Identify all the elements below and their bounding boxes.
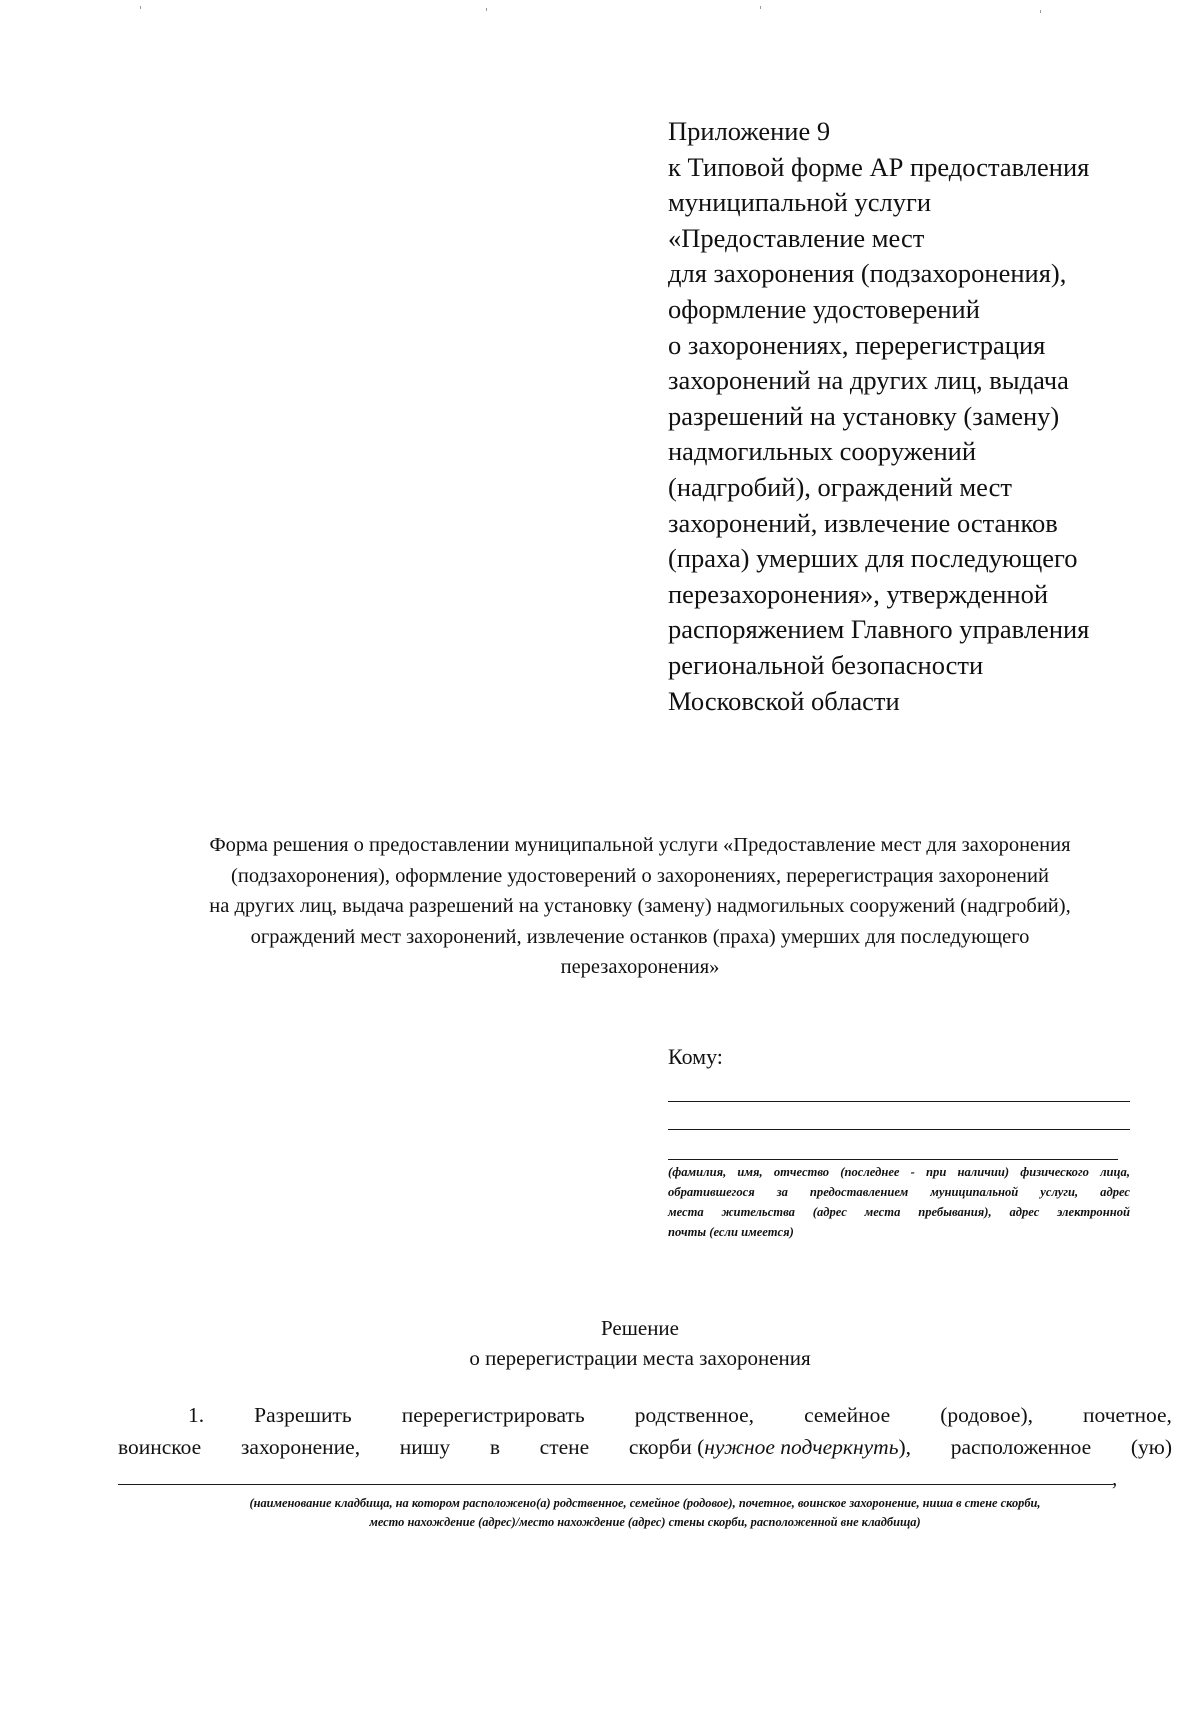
paragraph-word: захоронение, (240, 1435, 361, 1459)
recipient-label: Кому: (668, 1044, 723, 1069)
underline-instruction: нужное подчеркнуть (704, 1435, 899, 1459)
paragraph-word: семейное (804, 1403, 891, 1427)
paragraph-word: скорби ( (628, 1435, 705, 1459)
appendix-line: надмогильных сооружений (668, 436, 976, 467)
form-title (100, 830, 1180, 983)
appendix-line: муниципальной услуги (668, 187, 932, 218)
paragraph-word: стене (539, 1435, 590, 1459)
appendix-line: (надгробий), ограждений мест (668, 471, 1012, 502)
appendix-line: для захоронения (подзахоронения), (668, 258, 1067, 289)
recipient-hint-line: почты (если имеется) (668, 1225, 794, 1239)
paragraph-word: расположенное (950, 1435, 1092, 1459)
form-title-line: Форма решения о предоставлении муниципальной услуги «Предоставление мест для захоронения (209, 834, 1071, 856)
decision-title: Решение (600, 1316, 679, 1340)
paragraph-word: Разрешить (254, 1403, 352, 1427)
paragraph-row (118, 1431, 1172, 1463)
recipient-fill-line[interactable] (668, 1129, 1130, 1130)
appendix-line: Приложение 9 (668, 116, 831, 146)
recipient-hint-line: места жительства (адрес места пребывания), адрес электронной (668, 1205, 1130, 1219)
paragraph-row (118, 1399, 1172, 1431)
form-title-line: перезахоронения» (560, 956, 720, 978)
paragraph-word: нишу (399, 1435, 451, 1459)
fill-line-comma: , (1112, 1466, 1118, 1490)
appendix-line: перезахоронения», утвержденной (668, 578, 1049, 609)
paragraph-word: родственное, (634, 1403, 755, 1427)
appendix-line: региональной безопасности (668, 649, 984, 680)
decision-heading (100, 1313, 1180, 1373)
scan-speck (486, 8, 487, 11)
cemetery-hint (118, 1494, 1172, 1532)
paragraph-word: ), (898, 1435, 912, 1459)
appendix-line: оформление удостоверений (668, 293, 980, 324)
paragraph-word: перерегистрировать (401, 1403, 585, 1427)
recipient-hint (668, 1162, 1130, 1242)
scan-speck (140, 6, 141, 9)
appendix-block (668, 114, 1168, 719)
appendix-line: (праха) умерших для последующего (668, 543, 1078, 574)
cemetery-hint-line: место нахождение (адрес)/место нахождение (адрес) стены скорби, расположенной вне кладбища) (369, 1515, 921, 1529)
paragraph-word: почетное, (1083, 1403, 1172, 1427)
recipient-fill-line[interactable] (668, 1101, 1130, 1102)
cemetery-hint-line: (наименование кладбища, на котором расположено(а) родственное, семейное (родовое), почетное, воинское захоронение, ниша в стене скорби, (249, 1496, 1041, 1510)
appendix-line: разрешений на установку (замену) (668, 400, 1060, 431)
decision-subtitle: о перерегистрации места захоронения (469, 1346, 811, 1370)
scan-speck (760, 6, 761, 9)
paragraph-word: (родовое), (940, 1403, 1034, 1427)
appendix-line: о захоронениях, перерегистрация (668, 329, 1046, 360)
scan-speck (1040, 10, 1041, 13)
recipient-fill-line[interactable] (668, 1159, 1118, 1160)
form-title-line: (подзахоронения), оформление удостоверений о захоронениях, перерегистрация захоронений (231, 864, 1049, 887)
recipient-hint-line: (фамилия, имя, отчество (последнее - при наличии) физического лица, (668, 1165, 1130, 1179)
cemetery-fill-line[interactable] (118, 1484, 1113, 1485)
recipient-hint-line: обратившегося за предоставлением муниципальной услуги, адрес (668, 1185, 1130, 1199)
paragraph-word: воинское (118, 1435, 202, 1459)
appendix-line: «Предоставление мест (668, 222, 925, 253)
appendix-line: распоряжением Главного управления (668, 614, 1090, 645)
appendix-line: захоронений на других лиц, выдача (668, 365, 1069, 396)
form-title-line: на других лиц, выдача разрешений на установку (замену) надмогильных сооружений (надгробий), (209, 895, 1071, 917)
paragraph-word: в (489, 1435, 500, 1459)
paragraph-word: (ую) (1130, 1435, 1172, 1459)
appendix-line: захоронений, извлечение останков (668, 507, 1058, 538)
appendix-line: к Типовой форме АР предоставления (668, 151, 1090, 182)
paragraph-word: 1. (188, 1403, 205, 1427)
form-title-line: ограждений мест захоронений, извлечение останков (праха) умерших для последующего (250, 925, 1030, 948)
decision-paragraph-1 (118, 1399, 1172, 1463)
appendix-line: Московской области (668, 685, 900, 716)
paragraph-phrase (629, 1431, 911, 1463)
